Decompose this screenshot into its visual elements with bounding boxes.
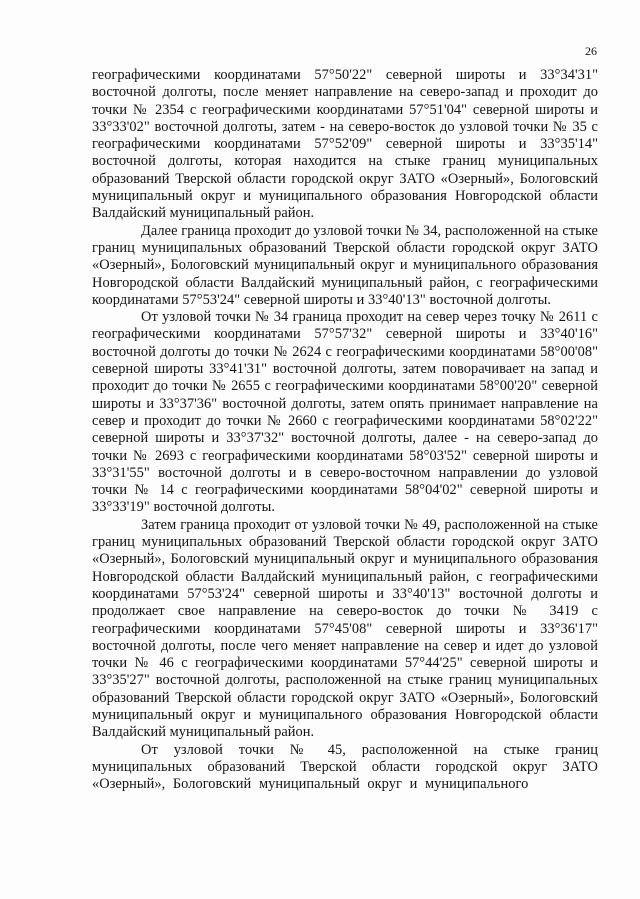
paragraph-from-node-45: От узловой точки № 45, расположенной на стыке границ муниципальных образований Тверской области городской округ ЗАТО «Озерный», Бологовский муниципальный округ и муниципального <box>92 741 598 793</box>
document-body <box>92 67 598 793</box>
paragraph-north-from-node-34: От узловой точки № 34 граница проходит на север через точку № 2611 с географическими координатами 57°57'32" северной широты и 33°40'16" восточной долготы до точки № 2624 с географическими координатами 58°00'08" северной широты 33°41'31" восточной долготы, затем поворачивает на запад и проходит до точки № 2655 с географическими координатами 58°00'20" северной широты и 33°37'36" восточной долготы, затем опять принимает направление на север и проходит до точки № 2660 с географическими координатами 58°02'22" северной широты и 33°37'32" восточной долготы, далее - на северо-запад до точки № 2693 с географическими координатами 58°03'52" северной широты и 33°31'55" восточной долготы и в северо-восточном направлении до узловой точки № 14 с географическими координатами 58°04'02" северной широты и 33°33'19" восточной долготы. <box>92 309 598 516</box>
paragraph-from-node-49: Затем граница проходит от узловой точки № 49, расположенной на стыке границ муниципальных образований Тверской области городской округ ЗАТО «Озерный», Бологовский муниципальный округ и муниципального образования Новгородской области Валдайский муниципальный район, с географическими координатами 57°53'24" северной широты и 33°40'13" восточной долготы и продолжает свое направление на северо-восток до точки № 3419 с географическими координатами 57°45'08" северной широты и 33°36'17" восточной долготы, после чего меняет направление на север и идет до узловой точки № 46 с географическими координатами 57°44'25" северной широты и 33°35'27" восточной долготы, расположенной на стыке границ муниципальных образований Тверской области городской округ ЗАТО «Озерный», Бологовский муниципальный округ и муниципального образования Новгородской области Валдайский муниципальный район. <box>92 516 598 741</box>
paragraph-continuation: географическими координатами 57°50'22" северной широты и 33°34'31" восточной долготы, после меняет направление на северо-запад и проходит до точки № 2354 с географическими координатами 57°51'04" северной широты и 33°33'02" восточной долготы, затем - на северо-восток до узловой точки № 35 с географическими координатами 57°52'09" северной широты и 33°35'14" восточной долготы, которая находится на стыке границ муниципальных образований Тверской области городской округ ЗАТО «Озерный», Бологовский муниципальный округ и муниципального образования Новгородской области Валдайский муниципальный район. <box>92 67 598 222</box>
page-number: 26 <box>585 44 597 58</box>
paragraph-node-34: Далее граница проходит до узловой точки № 34, расположенной на стыке границ муниципальных образований Тверской области городской округ ЗАТО «Озерный», Бологовский муниципальный округ и муниципального образования Новгородской области Валдайский муниципальный район, с географическими координатами 57°53'24" северной широты и 33°40'13" восточной долготы. <box>92 222 598 308</box>
